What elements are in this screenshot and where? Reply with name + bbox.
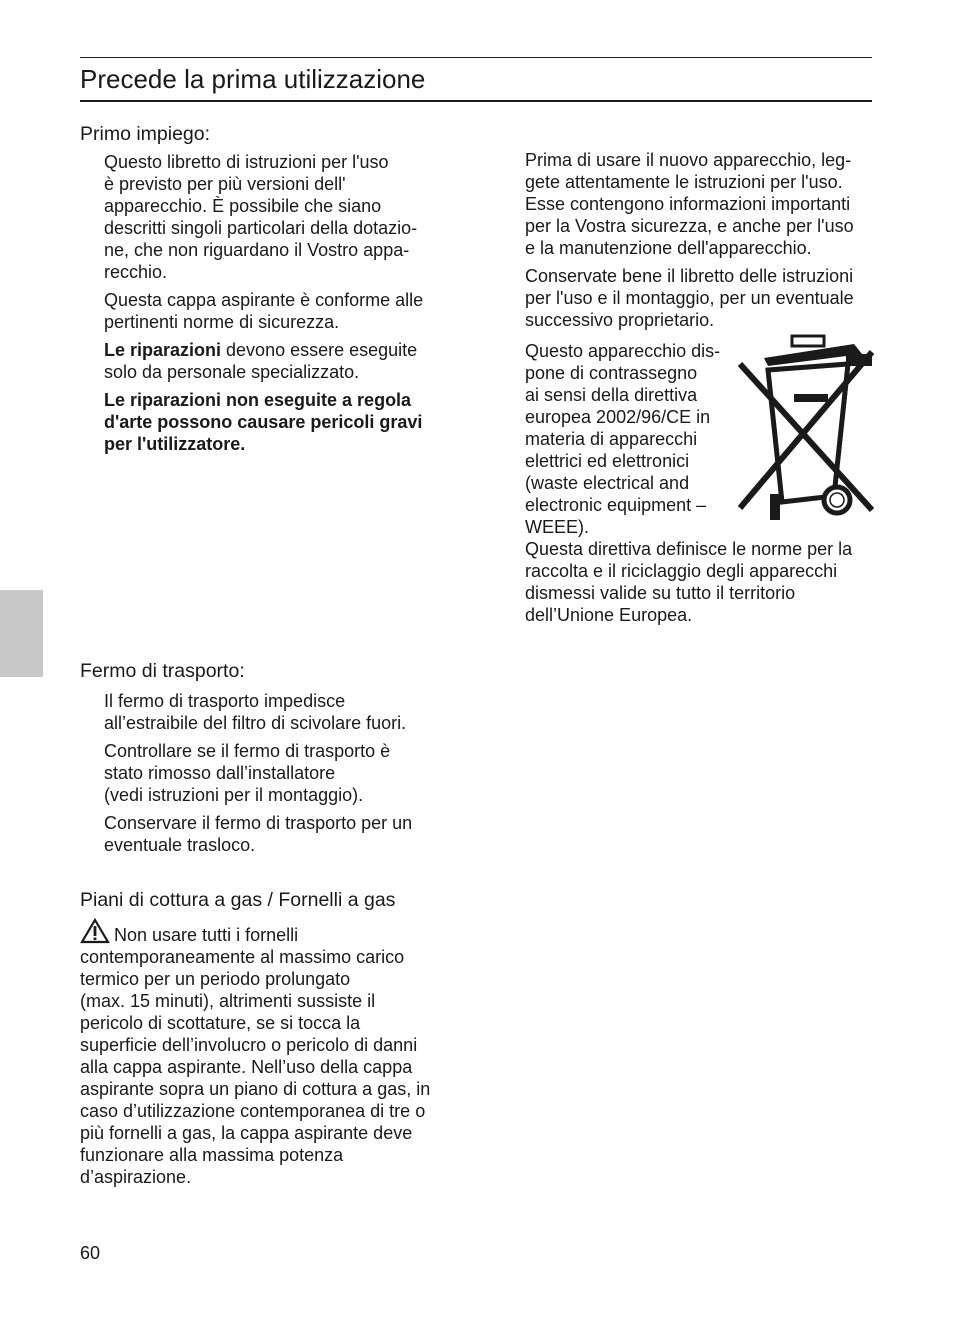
paragraph-repairs-warning: Le riparazioni non eseguite a regola d'arte possono causare pericoli gravi per l'utilizzatore. (104, 390, 423, 454)
paragraph-fermo-check: Controllare se il fermo di trasporto è stato rimosso dall’installatore (vedi istruzioni per il montaggio). (104, 741, 391, 805)
page-title: Precede la prima utilizzazione (80, 64, 426, 94)
section-heading-gas: Piani di cottura a gas / Fornelli a gas (80, 889, 396, 911)
section-heading-primo-impiego: Primo impiego: (80, 123, 211, 145)
header-top-rule (80, 57, 872, 58)
weee-section (525, 340, 875, 538)
paragraph-repairs: Le riparazioni devono essere eseguite solo da personale specializzato. (104, 340, 418, 382)
crossed-out-wheelie-bin-icon (738, 334, 874, 522)
paragraph-fermo-keep: Conservare il fermo di trasporto per un eventuale trasloco. (104, 813, 413, 855)
page-number: 60 (80, 1243, 101, 1263)
fermo-trasporto-body (104, 690, 464, 862)
header-bottom-rule (80, 100, 872, 102)
warning-triangle-icon (80, 918, 110, 944)
paragraph-fermo-purpose: Il fermo di trasporto impedisce all’estraibile del filtro di scivolare fuori. (104, 691, 407, 733)
paragraph-directive: Questa direttiva definisce le norme per la raccolta e il riciclaggio degli apparecchi dismessi valide su tutto il territorio dell’Unione Europea. (525, 539, 853, 625)
paragraph-weee: Questo apparecchio dis- pone di contrassegno ai sensi della direttiva europea 2002/96/CE in materia di apparecchi elettrici ed elettronici (waste electrical and electronic equipment – WEEE). (525, 341, 721, 537)
primo-impiego-body (104, 151, 464, 461)
section-heading-fermo-trasporto: Fermo di trasporto: (80, 660, 245, 682)
paragraph-conformity: Questa cappa aspirante è conforme alle pertinenti norme di sicurezza. (104, 290, 424, 332)
gas-warning-body: Non usare tutti i fornelli contemporaneamente al massimo carico termico per un periodo prolungato (max. 15 minuti), altrimenti sussiste il pericolo di scottature, se si tocca la superficie dell’involucro o pericolo di danni alla cappa aspirante. Nell’uso della cappa aspirante sopra un piano di cottura a gas, in caso d’utilizzazione contemporanea di tre o più fornelli a gas, la cappa aspirante deve funzionare alla massima potenza d’aspirazione. (80, 918, 465, 1188)
section-thumb-tab (0, 590, 43, 677)
paragraph-keep-booklet: Conservate bene il libretto delle istruzioni per l'uso e il montaggio, per un eventuale successivo proprietario. (525, 266, 854, 330)
paragraph-versions: Questo libretto di istruzioni per l'uso è previsto per più versioni dell' apparecchio. È possibile che siano descritti singoli particolari della dotazio- ne, che non riguardano il Vostro appa- recchio. (104, 152, 418, 282)
paragraph-read-instructions: Prima di usare il nuovo apparecchio, leg- gete attentamente le istruzioni per l'uso. Esse contengono informazioni importanti per la Vostra sicurezza, e anche per l'uso e la manutenzione dell'apparecchio. (525, 150, 854, 258)
right-column (525, 149, 875, 626)
